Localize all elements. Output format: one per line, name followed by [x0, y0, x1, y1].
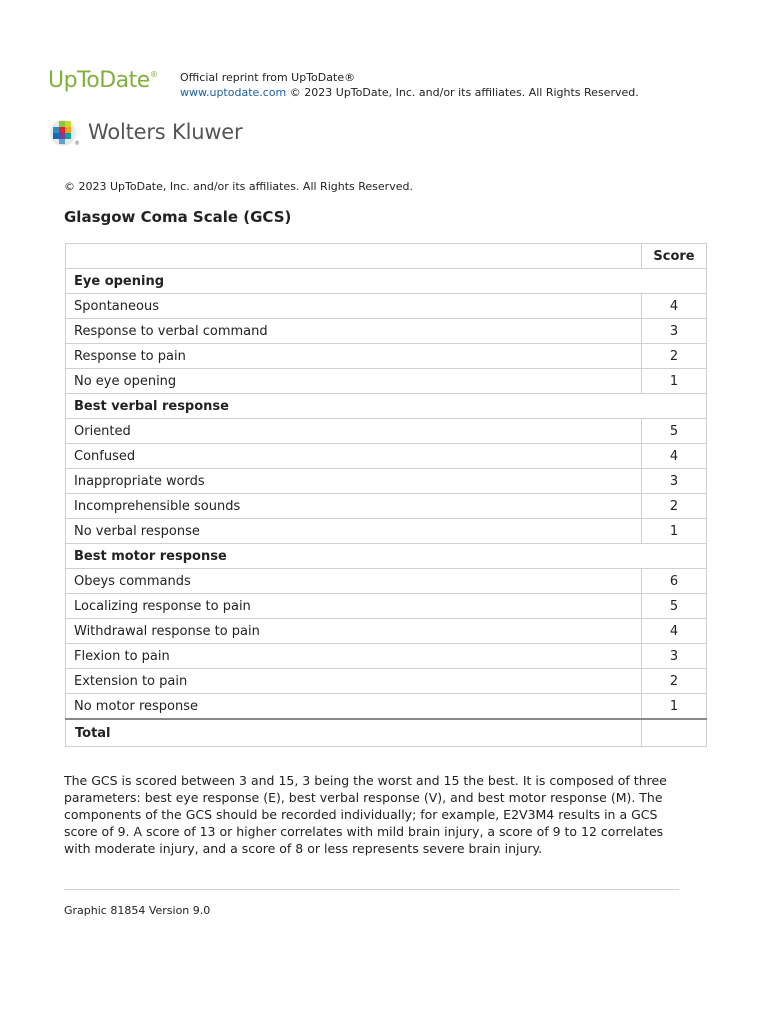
section-label: Best motor response	[66, 544, 707, 569]
table-header-row	[66, 244, 707, 269]
table-row	[66, 469, 707, 494]
table-row	[66, 594, 707, 619]
total-score-cell	[642, 719, 707, 747]
table-row	[66, 569, 707, 594]
reprint-line: Official reprint from UpToDate®	[180, 71, 356, 84]
row-label: No verbal response	[66, 519, 642, 544]
wolters-kluwer-logo-icon	[48, 118, 82, 148]
score-column-header: Score	[642, 244, 707, 269]
row-score: 1	[642, 519, 707, 544]
row-score: 6	[642, 569, 707, 594]
publisher-name: Wolters Kluwer	[88, 120, 243, 144]
row-label: Response to pain	[66, 344, 642, 369]
graphic-version: Graphic 81854 Version 9.0	[64, 904, 211, 917]
description-paragraph: The GCS is scored between 3 and 15, 3 being the worst and 15 the best. It is composed of three parameters: best eye response (E), best verbal response (V), and best motor response (M). The components of the GCS should be recorded individually; for example, E2V3M4 results in a GCS score of 9. A score of 13 or higher correlates with mild brain injury, a score of 9 to 12 correlates with moderate injury, and a score of 8 or less represents severe brain injury.	[64, 773, 667, 856]
row-label: No eye opening	[66, 369, 642, 394]
row-score: 5	[642, 594, 707, 619]
table-row	[66, 619, 707, 644]
row-score: 3	[642, 469, 707, 494]
row-label: Obeys commands	[66, 569, 642, 594]
table-row	[66, 644, 707, 669]
page-title: Glasgow Coma Scale (GCS)	[64, 208, 292, 226]
row-label: Withdrawal response to pain	[66, 619, 642, 644]
row-label: Confused	[66, 444, 642, 469]
svg-text:®: ®	[74, 140, 80, 147]
total-label: Total	[66, 719, 642, 747]
row-label: Flexion to pain	[66, 644, 642, 669]
reprint-notice	[180, 70, 639, 100]
total-row	[66, 719, 707, 747]
row-score: 1	[642, 369, 707, 394]
row-score: 4	[642, 294, 707, 319]
reprint-rights	[180, 85, 639, 100]
row-label: Spontaneous	[66, 294, 642, 319]
row-score: 4	[642, 619, 707, 644]
table-row	[66, 669, 707, 694]
row-label: Extension to pain	[66, 669, 642, 694]
section-row-eye-opening	[66, 269, 707, 294]
row-label: Localizing response to pain	[66, 594, 642, 619]
row-score: 5	[642, 419, 707, 444]
row-score: 3	[642, 644, 707, 669]
footer-divider	[64, 889, 679, 890]
section-label: Eye opening	[66, 269, 707, 294]
table-row	[66, 294, 707, 319]
table-row	[66, 519, 707, 544]
row-label: Incomprehensible sounds	[66, 494, 642, 519]
section-label: Best verbal response	[66, 394, 707, 419]
table-row	[66, 419, 707, 444]
row-label: No motor response	[66, 694, 642, 720]
row-score: 3	[642, 319, 707, 344]
row-label: Oriented	[66, 419, 642, 444]
section-row-verbal-response	[66, 394, 707, 419]
uptodate-logo[interactable]	[48, 68, 157, 93]
row-score: 2	[642, 669, 707, 694]
header	[48, 68, 748, 108]
wolters-kluwer-logo[interactable]	[48, 118, 308, 148]
uptodate-logo-text: UpToDate	[48, 68, 150, 93]
row-score: 2	[642, 494, 707, 519]
uptodate-logo-mark: ®	[149, 70, 158, 79]
copyright-notice: © 2023 UpToDate, Inc. and/or its affiliates. All Rights Reserved.	[64, 180, 413, 193]
row-score: 1	[642, 694, 707, 720]
rights-line: © 2023 UpToDate, Inc. and/or its affiliates. All Rights Reserved.	[286, 86, 639, 99]
section-row-motor-response	[66, 544, 707, 569]
table-row	[66, 444, 707, 469]
row-label: Response to verbal command	[66, 319, 642, 344]
table-row	[66, 694, 707, 720]
table-row	[66, 494, 707, 519]
table-row	[66, 319, 707, 344]
uptodate-link[interactable]: www.uptodate.com	[180, 86, 287, 99]
gcs-table	[65, 243, 707, 747]
table-row	[66, 369, 707, 394]
row-score: 2	[642, 344, 707, 369]
table-row	[66, 344, 707, 369]
row-label: Inappropriate words	[66, 469, 642, 494]
header-blank-cell	[66, 244, 642, 269]
row-score: 4	[642, 444, 707, 469]
